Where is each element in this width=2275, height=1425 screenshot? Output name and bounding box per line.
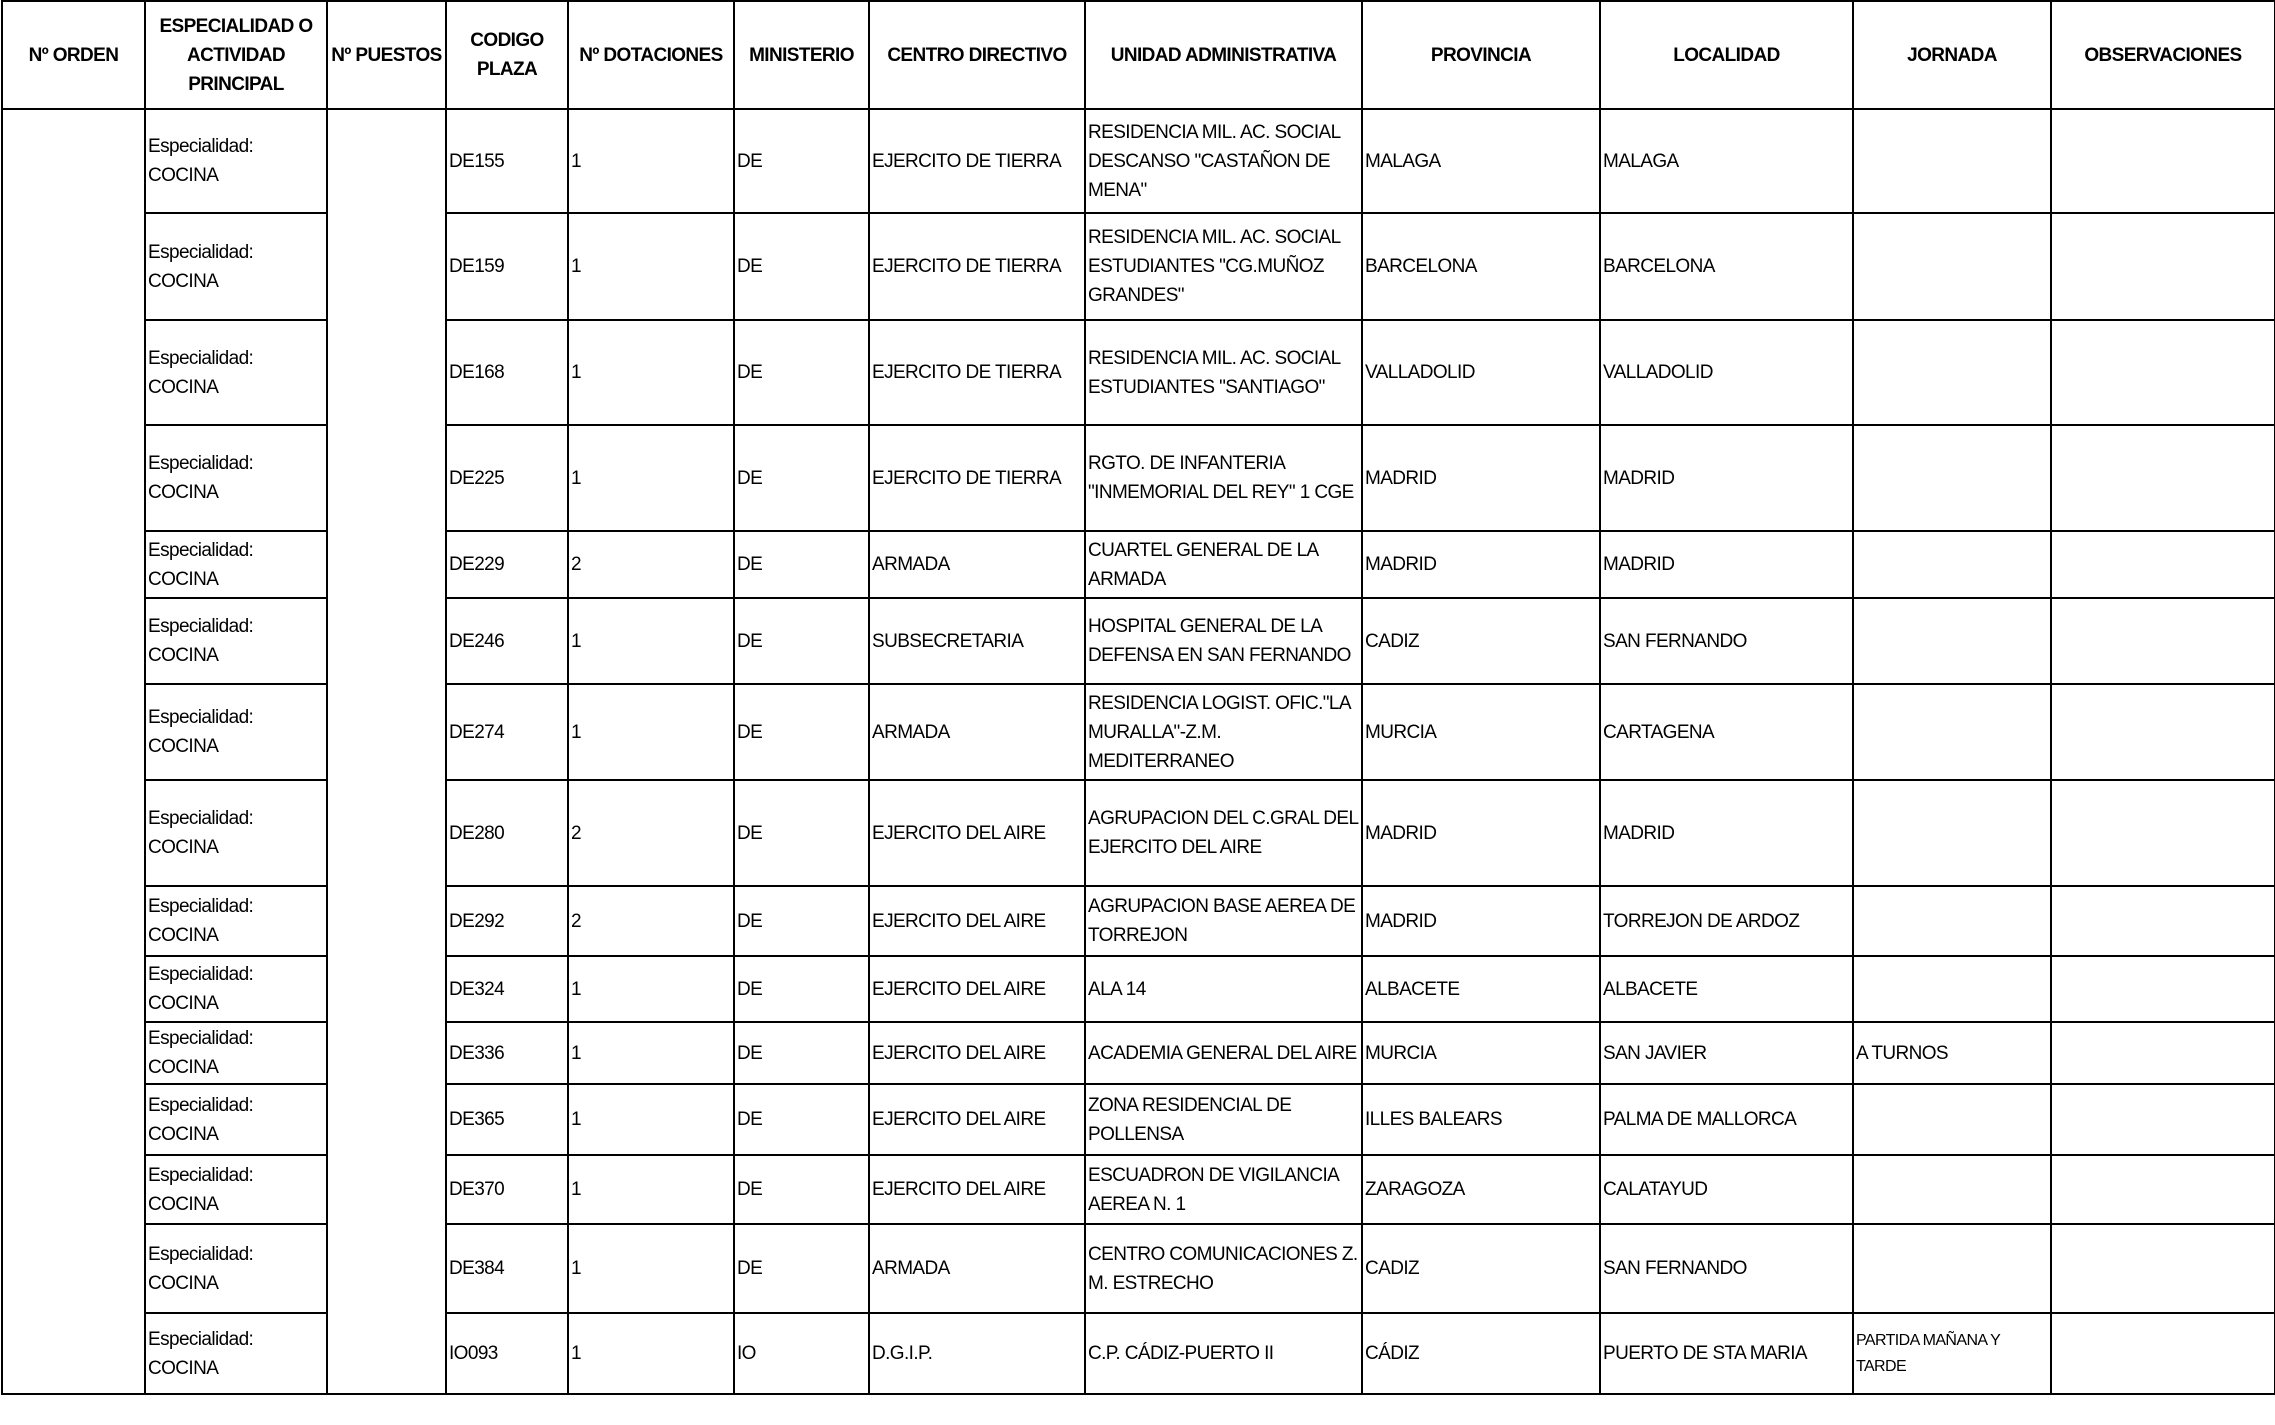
centro-cell: EJERCITO DEL AIRE [869, 956, 1085, 1022]
jornada-cell [1853, 531, 2051, 598]
codigo-cell: DE155 [446, 109, 568, 213]
observaciones-cell [2051, 1313, 2275, 1394]
codigo-cell: IO093 [446, 1313, 568, 1394]
observaciones-cell [2051, 213, 2275, 320]
provincia-cell: CADIZ [1362, 598, 1600, 684]
ministerio-cell: DE [734, 1022, 869, 1084]
codigo-cell: DE159 [446, 213, 568, 320]
jornada-cell [1853, 1084, 2051, 1155]
observaciones-cell [2051, 1224, 2275, 1313]
localidad-cell: BARCELONA [1600, 213, 1853, 320]
centro-cell: ARMADA [869, 531, 1085, 598]
especialidad-cell: Especialidad: COCINA [145, 109, 327, 213]
provincia-cell: MADRID [1362, 425, 1600, 531]
column-header-unidad-administrativa: UNIDAD ADMINISTRATIVA [1085, 1, 1362, 109]
especialidad-cell: Especialidad: COCINA [145, 531, 327, 598]
column-header-centro-directivo: CENTRO DIRECTIVO [869, 1, 1085, 109]
column-header-jornada: JORNADA [1853, 1, 2051, 109]
provincia-cell: VALLADOLID [1362, 320, 1600, 425]
dotaciones-cell: 1 [568, 109, 734, 213]
localidad-cell: MALAGA [1600, 109, 1853, 213]
localidad-cell: PUERTO DE STA MARIA [1600, 1313, 1853, 1394]
especialidad-cell: Especialidad: COCINA [145, 1313, 327, 1394]
unidad-cell: HOSPITAL GENERAL DE LA DEFENSA EN SAN FERNANDO [1085, 598, 1362, 684]
dotaciones-cell: 1 [568, 1084, 734, 1155]
observaciones-cell [2051, 531, 2275, 598]
unidad-cell: RESIDENCIA MIL. AC. SOCIAL ESTUDIANTES "CG.MUÑOZ GRANDES" [1085, 213, 1362, 320]
column-header-localidad: LOCALIDAD [1600, 1, 1853, 109]
localidad-cell: PALMA DE MALLORCA [1600, 1084, 1853, 1155]
especialidad-cell: Especialidad: COCINA [145, 1022, 327, 1084]
unidad-cell: RESIDENCIA LOGIST. OFIC."LA MURALLA"-Z.M. MEDITERRANEO [1085, 684, 1362, 780]
provincia-cell: CÁDIZ [1362, 1313, 1600, 1394]
centro-cell: ARMADA [869, 684, 1085, 780]
centro-cell: EJERCITO DE TIERRA [869, 425, 1085, 531]
unidad-cell: ESCUADRON DE VIGILANCIA AEREA N. 1 [1085, 1155, 1362, 1224]
observaciones-cell [2051, 1155, 2275, 1224]
centro-cell: EJERCITO DEL AIRE [869, 1155, 1085, 1224]
unidad-cell: CENTRO COMUNICACIONES Z. M. ESTRECHO [1085, 1224, 1362, 1313]
column-header-dotaciones: Nº DOTACIONES [568, 1, 734, 109]
unidad-cell: AGRUPACION DEL C.GRAL DEL EJERCITO DEL AIRE [1085, 780, 1362, 886]
localidad-cell: MADRID [1600, 531, 1853, 598]
ministerio-cell: DE [734, 684, 869, 780]
observaciones-cell [2051, 886, 2275, 956]
dotaciones-cell: 1 [568, 684, 734, 780]
unidad-cell: AGRUPACION BASE AEREA DE TORREJON [1085, 886, 1362, 956]
jornada-cell: A TURNOS [1853, 1022, 2051, 1084]
ministerio-cell: DE [734, 780, 869, 886]
jornada-cell [1853, 1155, 2051, 1224]
codigo-cell: DE168 [446, 320, 568, 425]
dotaciones-cell: 1 [568, 1224, 734, 1313]
provincia-cell: MADRID [1362, 886, 1600, 956]
codigo-cell: DE246 [446, 598, 568, 684]
unidad-cell: RESIDENCIA MIL. AC. SOCIAL ESTUDIANTES "SANTIAGO" [1085, 320, 1362, 425]
jornada-cell [1853, 320, 2051, 425]
especialidad-cell: Especialidad: COCINA [145, 1155, 327, 1224]
column-header-ministerio: MINISTERIO [734, 1, 869, 109]
jornada-cell [1853, 598, 2051, 684]
ministerio-cell: DE [734, 1224, 869, 1313]
jornada-cell [1853, 425, 2051, 531]
provincia-cell: ZARAGOZA [1362, 1155, 1600, 1224]
column-header-observaciones: OBSERVACIONES [2051, 1, 2275, 109]
puestos-cell [327, 109, 446, 1394]
ministerio-cell: DE [734, 109, 869, 213]
codigo-cell: DE370 [446, 1155, 568, 1224]
observaciones-cell [2051, 1084, 2275, 1155]
codigo-cell: DE225 [446, 425, 568, 531]
centro-cell: EJERCITO DEL AIRE [869, 1022, 1085, 1084]
jornada-cell [1853, 213, 2051, 320]
especialidad-cell: Especialidad: COCINA [145, 598, 327, 684]
jornada-cell: PARTIDA MAÑANA Y TARDE [1853, 1313, 2051, 1394]
localidad-cell: SAN FERNANDO [1600, 1224, 1853, 1313]
provincia-cell: BARCELONA [1362, 213, 1600, 320]
provincia-cell: MURCIA [1362, 1022, 1600, 1084]
codigo-cell: DE229 [446, 531, 568, 598]
centro-cell: EJERCITO DEL AIRE [869, 1084, 1085, 1155]
provincia-cell: MURCIA [1362, 684, 1600, 780]
especialidad-cell: Especialidad: COCINA [145, 1224, 327, 1313]
codigo-cell: DE365 [446, 1084, 568, 1155]
jornada-cell [1853, 109, 2051, 213]
dotaciones-cell: 2 [568, 780, 734, 886]
column-header-puestos: Nº PUESTOS [327, 1, 446, 109]
unidad-cell: RESIDENCIA MIL. AC. SOCIAL DESCANSO "CASTAÑON DE MENA" [1085, 109, 1362, 213]
ministerio-cell: DE [734, 1155, 869, 1224]
localidad-cell: MADRID [1600, 425, 1853, 531]
codigo-cell: DE292 [446, 886, 568, 956]
codigo-cell: DE274 [446, 684, 568, 780]
column-header-provincia: PROVINCIA [1362, 1, 1600, 109]
unidad-cell: RGTO. DE INFANTERIA "INMEMORIAL DEL REY" 1 CGE [1085, 425, 1362, 531]
provincia-cell: ILLES BALEARS [1362, 1084, 1600, 1155]
observaciones-cell [2051, 425, 2275, 531]
localidad-cell: CALATAYUD [1600, 1155, 1853, 1224]
especialidad-cell: Especialidad: COCINA [145, 886, 327, 956]
codigo-cell: DE324 [446, 956, 568, 1022]
centro-cell: EJERCITO DE TIERRA [869, 320, 1085, 425]
unidad-cell: CUARTEL GENERAL DE LA ARMADA [1085, 531, 1362, 598]
localidad-cell: TORREJON DE ARDOZ [1600, 886, 1853, 956]
observaciones-cell [2051, 684, 2275, 780]
especialidad-cell: Especialidad: COCINA [145, 684, 327, 780]
observaciones-cell [2051, 956, 2275, 1022]
orden-cell [2, 109, 145, 1394]
column-header-especialidad: ESPECIALIDAD O ACTIVIDAD PRINCIPAL [145, 1, 327, 109]
jornada-cell [1853, 956, 2051, 1022]
especialidad-cell: Especialidad: COCINA [145, 320, 327, 425]
centro-cell: EJERCITO DE TIERRA [869, 109, 1085, 213]
codigo-cell: DE384 [446, 1224, 568, 1313]
jornada-cell [1853, 1224, 2051, 1313]
dotaciones-cell: 1 [568, 956, 734, 1022]
localidad-cell: VALLADOLID [1600, 320, 1853, 425]
especialidad-cell: Especialidad: COCINA [145, 780, 327, 886]
dotaciones-cell: 2 [568, 531, 734, 598]
codigo-cell: DE336 [446, 1022, 568, 1084]
observaciones-cell [2051, 598, 2275, 684]
provincia-cell: CADIZ [1362, 1224, 1600, 1313]
provincia-cell: MALAGA [1362, 109, 1600, 213]
centro-cell: EJERCITO DEL AIRE [869, 886, 1085, 956]
dotaciones-cell: 1 [568, 1313, 734, 1394]
especialidad-cell: Especialidad: COCINA [145, 956, 327, 1022]
jornada-cell [1853, 684, 2051, 780]
table-row [2, 109, 2275, 213]
centro-cell: ARMADA [869, 1224, 1085, 1313]
dotaciones-cell: 1 [568, 598, 734, 684]
localidad-cell: SAN JAVIER [1600, 1022, 1853, 1084]
unidad-cell: ZONA RESIDENCIAL DE POLLENSA [1085, 1084, 1362, 1155]
column-header-codigo: CODIGO PLAZA [446, 1, 568, 109]
especialidad-cell: Especialidad: COCINA [145, 213, 327, 320]
centro-cell: EJERCITO DE TIERRA [869, 213, 1085, 320]
observaciones-cell [2051, 1022, 2275, 1084]
ministerio-cell: DE [734, 886, 869, 956]
ministerio-cell: DE [734, 531, 869, 598]
dotaciones-cell: 1 [568, 320, 734, 425]
localidad-cell: MADRID [1600, 780, 1853, 886]
ministerio-cell: DE [734, 213, 869, 320]
column-header-orden: Nº ORDEN [2, 1, 145, 109]
plazas-table [1, 0, 2275, 1395]
centro-cell: EJERCITO DEL AIRE [869, 780, 1085, 886]
codigo-cell: DE280 [446, 780, 568, 886]
provincia-cell: ALBACETE [1362, 956, 1600, 1022]
localidad-cell: SAN FERNANDO [1600, 598, 1853, 684]
ministerio-cell: DE [734, 598, 869, 684]
observaciones-cell [2051, 320, 2275, 425]
observaciones-cell [2051, 780, 2275, 886]
ministerio-cell: DE [734, 320, 869, 425]
unidad-cell: ALA 14 [1085, 956, 1362, 1022]
centro-cell: D.G.I.P. [869, 1313, 1085, 1394]
dotaciones-cell: 1 [568, 213, 734, 320]
ministerio-cell: DE [734, 1084, 869, 1155]
jornada-cell [1853, 780, 2051, 886]
unidad-cell: ACADEMIA GENERAL DEL AIRE [1085, 1022, 1362, 1084]
provincia-cell: MADRID [1362, 531, 1600, 598]
localidad-cell: CARTAGENA [1600, 684, 1853, 780]
unidad-cell: C.P. CÁDIZ-PUERTO II [1085, 1313, 1362, 1394]
ministerio-cell: DE [734, 956, 869, 1022]
header-row [2, 1, 2275, 109]
observaciones-cell [2051, 109, 2275, 213]
dotaciones-cell: 1 [568, 1022, 734, 1084]
centro-cell: SUBSECRETARIA [869, 598, 1085, 684]
provincia-cell: MADRID [1362, 780, 1600, 886]
ministerio-cell: DE [734, 425, 869, 531]
dotaciones-cell: 2 [568, 886, 734, 956]
dotaciones-cell: 1 [568, 425, 734, 531]
especialidad-cell: Especialidad: COCINA [145, 1084, 327, 1155]
localidad-cell: ALBACETE [1600, 956, 1853, 1022]
dotaciones-cell: 1 [568, 1155, 734, 1224]
ministerio-cell: IO [734, 1313, 869, 1394]
especialidad-cell: Especialidad: COCINA [145, 425, 327, 531]
jornada-cell [1853, 886, 2051, 956]
